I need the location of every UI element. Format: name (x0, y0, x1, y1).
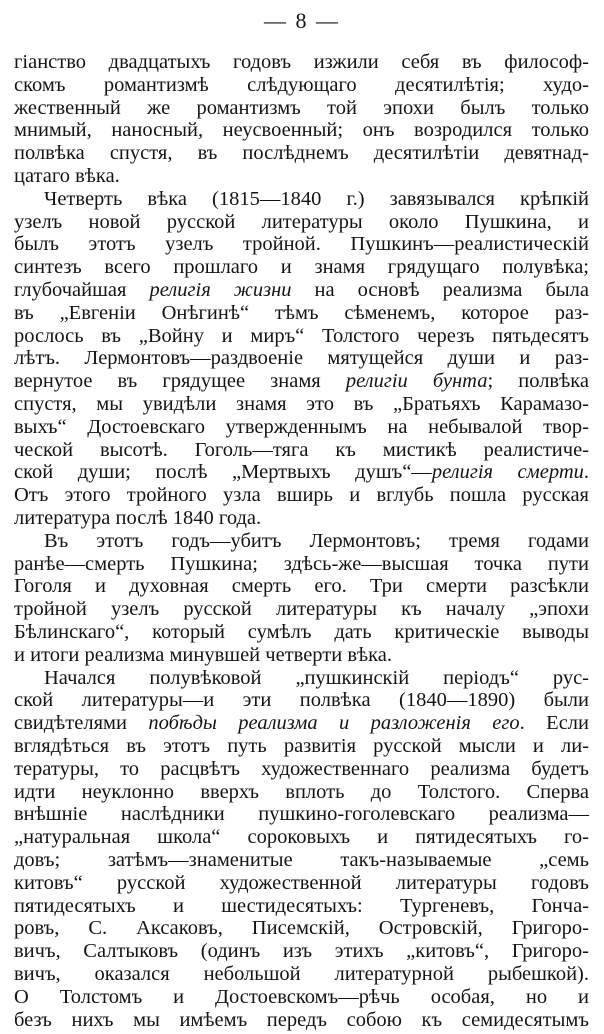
page-number: — 8 — (264, 8, 340, 33)
text-line: Четверть вѣка (1815—1840 г.) завязывался крѣпкій (44, 187, 589, 210)
text-line: лѣтъ. Лермонтовъ—раздвоеніе мятущейся души и раз- (14, 347, 589, 370)
text-line: Въ этотъ годъ—убитъ Лермонтовъ; тремя годами (44, 529, 589, 552)
text-line: гіанство двадцатыхъ годовъ изжили себя въ философ- (14, 51, 589, 73)
text-line: О Толстомъ и Достоевскомъ—рѣчь особая, но и (14, 985, 589, 1008)
text-line: вичъ, оказался небольшой литературной рыбешкой). (14, 963, 589, 985)
text-line: Бѣлинскаго“, который сумѣлъ дать критическіе выводы (14, 621, 589, 643)
text-line: идти неуклонно вверхъ вплоть до Толстого. Сперва (14, 780, 589, 803)
text-line: спустя, мы увидѣли знамя это въ „Братьяхъ Карамазо- (14, 393, 589, 415)
text-line: внѣшніе наслѣдники пушкино-гоголевскаго реализма— (14, 803, 589, 826)
text-line: вглядѣться въ этотъ путь развитія русской мысли и ли- (14, 735, 589, 757)
text-line: и итоги реализма минувшей четверти вѣка. (14, 643, 393, 666)
text-line: полвѣка спустя, въ послѣднемъ десятилѣтіи девятнад- (14, 142, 589, 165)
text-line: ческой высотѣ. Гоголь—тяга къ мистикѣ реалистиче- (14, 438, 589, 461)
text-line: безъ нихъ мы имѣемъ передъ собою къ семидесятымъ (14, 1008, 589, 1031)
text-line: выхъ“ Достоевскаго утвержденнымъ на небывалой твор- (14, 415, 589, 438)
text-line: ской души; послѣ „Мертвыхъ душъ“—религія смерти. (14, 461, 589, 484)
text-line: цатаго вѣка. (14, 165, 120, 187)
text-line: узелъ новой русской литературы около Пушкина, и (14, 210, 589, 233)
text-line: вичъ, Салтыковъ (одинъ изъ этихъ „китовъ“, Григоро- (14, 940, 589, 963)
text-line: ровъ, С. Аксаковъ, Писемскій, Островскій, Григоро- (14, 917, 589, 940)
text-line: пятидесятыхъ и шестидесятыхъ: Тургеневъ, Гонча- (14, 894, 589, 917)
text-line: рослось въ „Войну и миръ“ Толстого черезъ пятьдесятъ (14, 324, 589, 347)
text-line: въ „Евгеніи Онѣгинѣ“ тѣмъ сѣменемъ, которое раз- (14, 301, 589, 324)
text-line: ской литературы—и эти полвѣка (1840—1890) были (14, 689, 589, 712)
text-line: Гоголя и духовная смерть его. Три смерти разсѣкли (14, 575, 589, 598)
text-line: Начался полувѣковой „пушкинскій періодъ“ рус- (44, 666, 589, 689)
text-line: тройной узелъ русской литературы къ началу „эпохи (14, 598, 589, 621)
text-line: Отъ этого тройного узла вширь и вглубь пошла русская (14, 484, 589, 507)
text-line: жественный же романтизмъ той эпохи былъ только (14, 96, 589, 119)
text-line: глубочайшая религія жизни на основѣ реализма была (14, 279, 589, 301)
text-line: мнимый, наносный, неусвоенный; онъ возродился только (14, 119, 589, 142)
text-line: „натуральная школа“ сороковыхъ и пятидесятыхъ го- (14, 826, 589, 849)
text-line: тературы, то расцвѣтъ художественнаго реализма будетъ (14, 757, 589, 780)
text-line: литература послѣ 1840 года. (14, 507, 262, 529)
text-line: свидѣтелями побѣды реализма и разложенія его. Если (14, 712, 589, 735)
text-line: былъ этотъ узелъ тройной. Пушкинъ—реалистическій (14, 233, 589, 256)
text-line: китовъ“ русской художественной литературы годовъ (14, 871, 589, 894)
text-line: вернутое въ грядущее знамя религіи бунта; полвѣка (14, 370, 589, 393)
text-line: ранѣе—смерть Пушкина; здѣсь-же—высшая точка пути (14, 552, 589, 575)
text-line: скомъ романтизмѣ слѣдующаго десятилѣтія; худо- (14, 73, 589, 96)
text-line: синтезъ всего прошлаго и знамя грядущаго полувѣка; (14, 256, 589, 279)
text-line: довъ; затѣмъ—знаменитые такъ-называемые „семь (14, 849, 589, 871)
